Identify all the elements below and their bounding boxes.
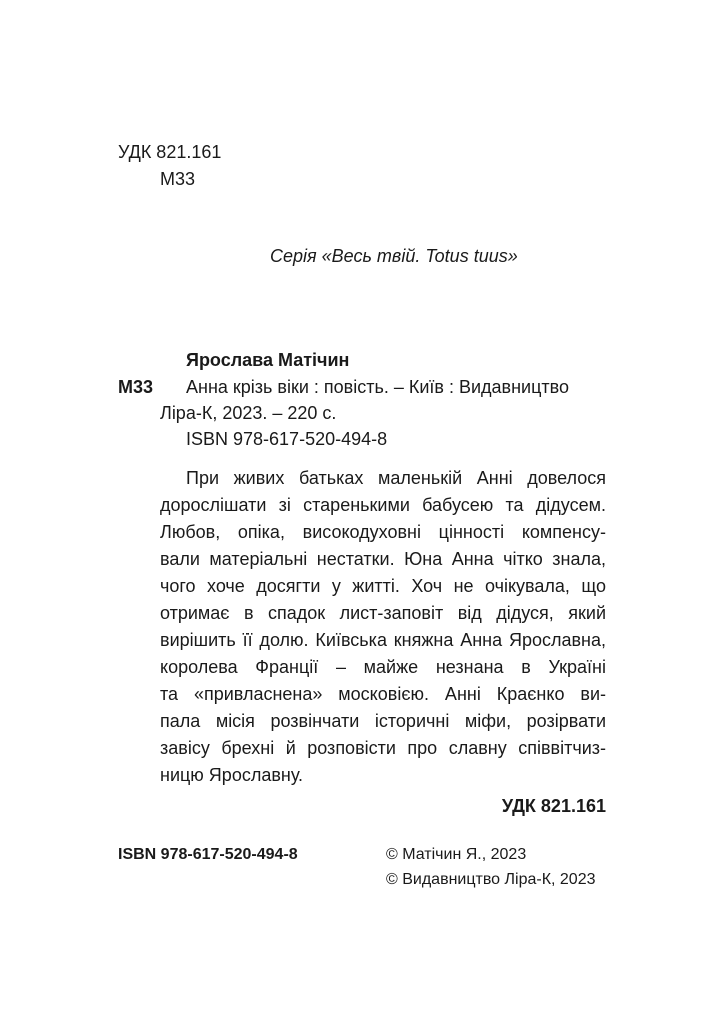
- annotation-line: Любов, опіка, високодуховні цінності компенсу-: [160, 522, 606, 542]
- author-code-header: М33: [160, 169, 196, 189]
- isbn-footer: ISBN 978-617-520-494-8: [118, 846, 298, 863]
- annotation-line: При живих батьках маленькій Анні довелося: [186, 468, 606, 488]
- annotation-line: дорослішати зі старенькими бабусею та дідусем.: [160, 495, 606, 515]
- annotation-paragraph: [160, 465, 606, 789]
- udk-footer: УДК 821.161: [501, 796, 606, 816]
- annotation-line: королева Франції – майже незнана в Україні: [160, 657, 606, 677]
- annotation-line: вирішить її долю. Київська княжна Анна Ярославна,: [160, 630, 606, 650]
- series-title: Серія «Весь твій. Totus tuus»: [270, 246, 518, 266]
- copyright-author: © Матічин Я., 2023: [386, 846, 527, 863]
- copyright-publisher: © Видавництво Ліра-К, 2023: [386, 871, 596, 888]
- annotation-line: отримає в спадок лист-заповіт від дідуся, який: [160, 603, 606, 623]
- annotation-line: пала місія розвінчати історичні міфи, розірвати: [160, 711, 606, 731]
- isbn-entry: ISBN 978-617-520-494-8: [186, 429, 388, 449]
- title-line-2: Ліра-К, 2023. – 220 с.: [160, 403, 337, 423]
- author-name: Ярослава Матічин: [186, 350, 350, 370]
- annotation-line: вали матеріальні нестатки. Юна Анна чітко знала,: [160, 549, 606, 569]
- annotation-line: ницю Ярославну.: [160, 765, 304, 785]
- author-code: М33: [118, 377, 154, 397]
- annotation-line: завісу брехні й розповісти про славну співвітчиз-: [160, 738, 606, 758]
- udk-header: УДК 821.161: [118, 142, 222, 162]
- title-line-1: Анна крізь віки : повість. – Київ : Видавництво: [186, 377, 570, 397]
- annotation-line: та «привласнена» московією. Анні Краєнко ви-: [160, 684, 606, 704]
- annotation-line: чого хоче досягти у житті. Хоч не очікувала, що: [160, 576, 606, 596]
